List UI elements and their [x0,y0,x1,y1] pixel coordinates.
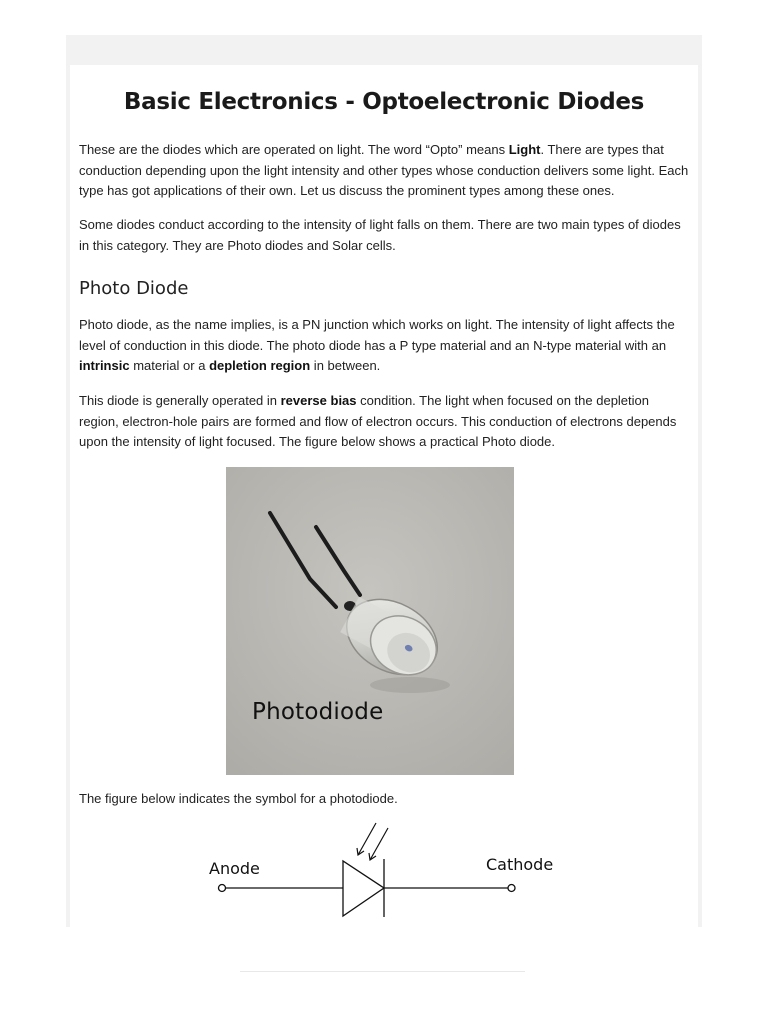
section-heading-photo-diode: Photo Diode [79,278,189,299]
bold-term-light: Light [508,142,541,157]
bold-term-depletion-region: depletion region [209,358,311,373]
bold-term-intrinsic: intrinsic [79,358,130,373]
page-title: Basic Electronics - Optoelectronic Diodes [123,89,645,115]
photo-diode-paragraph-1 [79,315,689,377]
intro-text: These are the diodes which are operated on light. The word “Opto” means [79,142,509,157]
cathode-terminal-icon [508,885,515,892]
photodiode-photo [226,467,514,775]
anode-terminal-icon [219,885,226,892]
intro-paragraph-1 [79,140,689,202]
intro-paragraph-2: Some diodes conduct according to the intensity of light falls on them. There are two main types of diodes in this category. They are Photo diodes and Solar cells. [79,217,681,253]
paragraph-text: condition. The light when focused on the depletion region, electron-hole pairs are formed and flow of electron occurs. This conduction of electrons depends upon the intensity of light focused. The figure below shows a practical Photo diode. [79,393,677,449]
light-arrows-icon [357,823,388,860]
photo-diode-paragraph-2 [79,391,689,453]
photo-caption: Photodiode [252,699,384,725]
paragraph-text: in between. [310,358,381,373]
diode-triangle-icon [343,861,384,916]
paragraph-text: material or a [129,358,210,373]
paragraph-text: Photo diode, as the name implies, is a PN junction which works on light. The intensity of light affects the level of conduction in this diode. The photo diode has a P type material and an N-type material with an [79,317,675,353]
bold-term-reverse-bias: reverse bias [280,393,357,408]
paragraph-text: This diode is generally operated in [79,393,281,408]
photodiode-illustration [226,467,514,775]
intro-text-continued: . There are types that conduction depending upon the light intensity and other types whose conduction delivers some light. Each type has got applications of their own. Let us discuss the prominent types among these ones. [79,142,689,198]
article-content [70,65,698,927]
anode-label: Anode [209,859,260,878]
photodiode-symbol [200,817,570,927]
divider [240,971,525,972]
cathode-label: Cathode [486,855,554,874]
symbol-intro-paragraph: The figure below indicates the symbol for a photodiode. [79,791,398,806]
photodiode-symbol-diagram [200,817,570,927]
